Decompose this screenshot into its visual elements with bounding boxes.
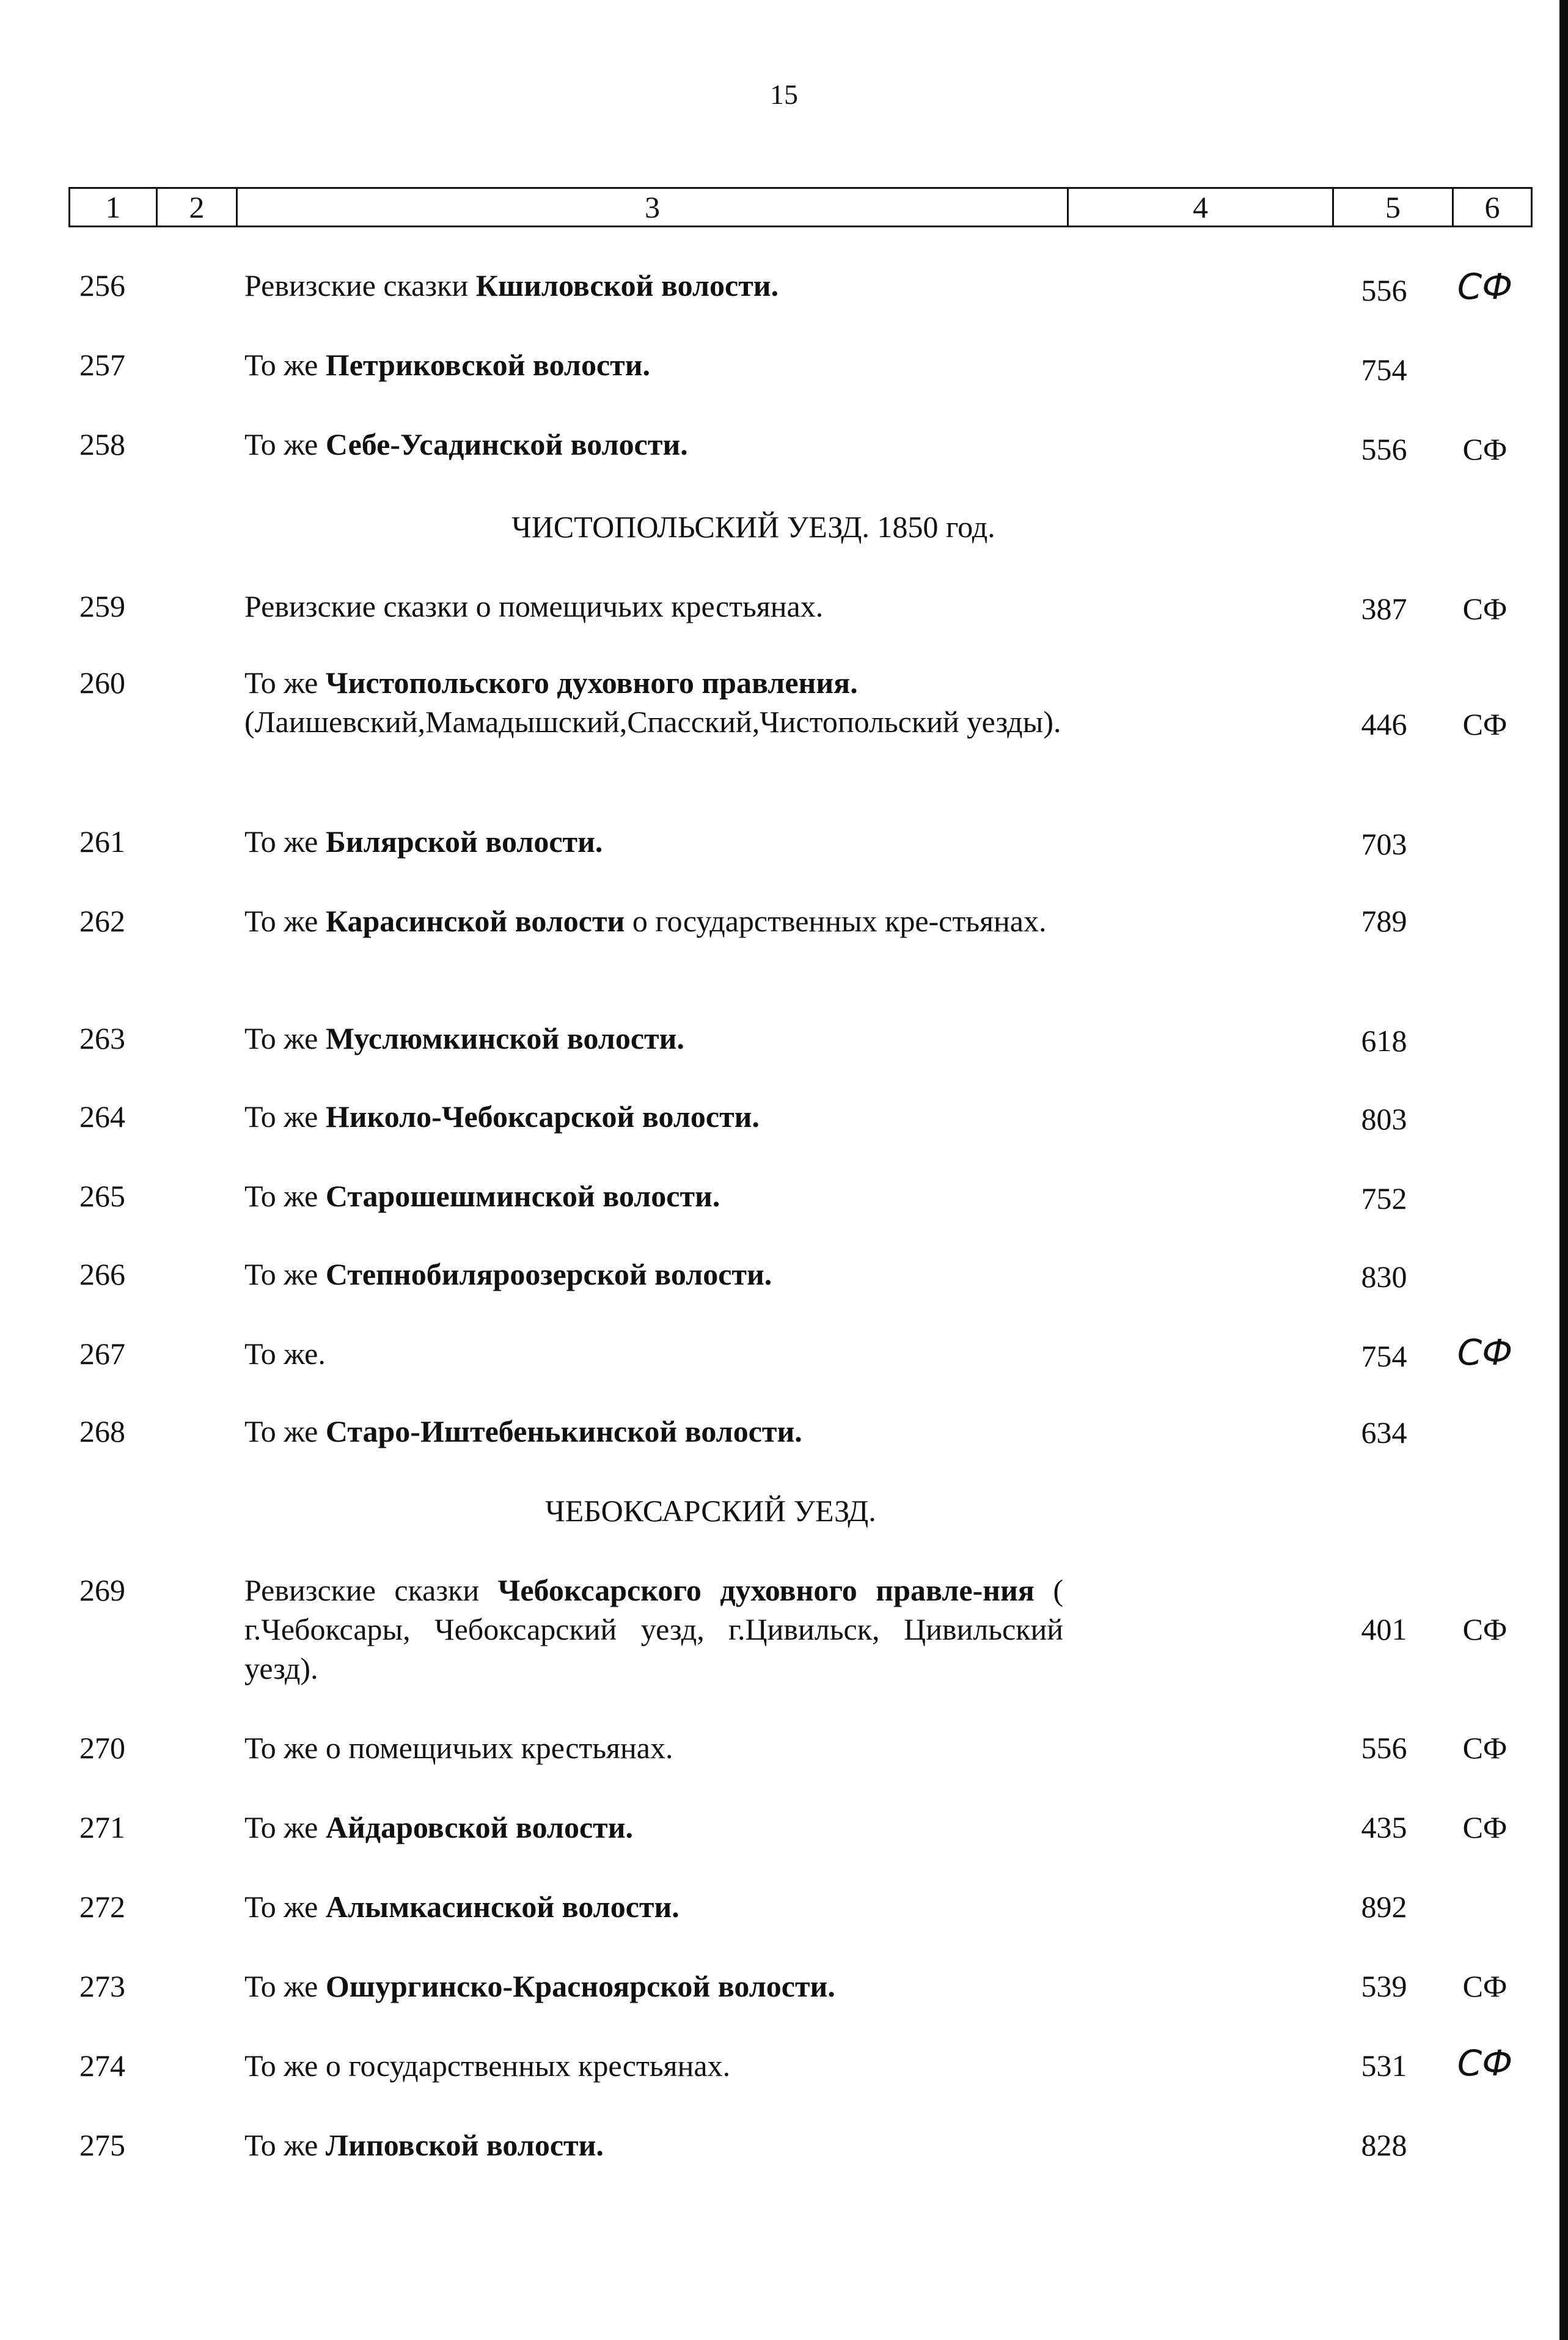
row-number: 272	[79, 1890, 125, 1924]
row-number: 262	[79, 904, 125, 938]
row-count: 435	[1361, 1810, 1407, 1844]
row-title: То же Айдаровской волости.	[244, 1810, 634, 1844]
row-mark: СФ	[1462, 1612, 1508, 1646]
section-heading: ЧЕБОКСАРСКИЙ УЕЗД.	[545, 1494, 876, 1528]
row-number: 270	[79, 1731, 125, 1765]
row-title: То же о государственных крестьянах.	[244, 2048, 731, 2083]
row-title: То же Степнобиляроозерской волости.	[244, 1257, 772, 1291]
row-number: 271	[79, 1810, 125, 1844]
row-count: 531	[1361, 2048, 1407, 2083]
row-count: 789	[1361, 904, 1407, 938]
row-title: То же Муслюмкинской волости.	[244, 1021, 684, 1055]
row-count: 703	[1361, 827, 1407, 861]
row-number: 267	[79, 1337, 125, 1371]
row-number: 273	[79, 1969, 125, 2003]
row-number: 256	[79, 268, 125, 303]
section-heading: ЧИСТОПОЛЬСКИЙ УЕЗД. 1850 год.	[511, 510, 995, 544]
row-count: 539	[1361, 1969, 1407, 2003]
row-number: 265	[79, 1179, 125, 1213]
row-number: 260	[79, 666, 125, 700]
row-number: 266	[79, 1257, 125, 1291]
row-title: То же Ошургинско-Красноярской волости.	[244, 1969, 835, 2003]
column-header-3: 3	[236, 187, 1069, 227]
row-count: 754	[1361, 353, 1407, 387]
row-number: 257	[79, 348, 125, 382]
column-header-2: 2	[156, 187, 238, 227]
row-number: 274	[79, 2048, 125, 2083]
row-mark: СФ	[1462, 432, 1508, 466]
row-count: 556	[1361, 432, 1407, 466]
row-title: То же Петриковской волости.	[244, 348, 651, 382]
row-title: Ревизские сказки о помещичьих крестьянах.	[244, 589, 824, 623]
row-mark: СФ	[1462, 1731, 1508, 1765]
row-count: 634	[1361, 1415, 1407, 1450]
row-count: 892	[1361, 1890, 1407, 1924]
row-number: 268	[79, 1414, 125, 1448]
row-mark: СФ	[1462, 1969, 1508, 2003]
row-count: 754	[1361, 1339, 1407, 1373]
row-title: То же о помещичьих крестьянах.	[244, 1731, 673, 1765]
row-number: 258	[79, 427, 125, 461]
row-title: Ревизские сказки Чебоксарского духовного правле-ния ( г.Чебоксары, Чебоксарский уезд, г.Цивильск, Цивильский уезд).	[244, 1573, 1063, 1685]
row-count: 803	[1361, 1102, 1407, 1136]
row-title: То же Липовской волости.	[244, 2128, 604, 2162]
row-title: То же Алымкасинской волости.	[244, 1890, 680, 1924]
column-header-6: 6	[1452, 187, 1533, 227]
row-count: 828	[1361, 2128, 1407, 2162]
row-title: То же Старошешминской волости.	[244, 1179, 720, 1213]
row-mark: СФ	[1462, 1810, 1508, 1844]
row-number: 263	[79, 1021, 125, 1055]
row-number: 264	[79, 1099, 125, 1134]
row-number: 269	[79, 1573, 125, 1607]
column-header-1: 1	[68, 187, 158, 227]
row-title: То же Себе-Усадинской волости.	[244, 427, 688, 461]
row-count: 830	[1361, 1260, 1407, 1294]
row-number: 261	[79, 824, 125, 859]
column-header-4: 4	[1067, 187, 1334, 227]
row-mark: СФ	[1462, 592, 1508, 626]
row-count: 556	[1361, 1731, 1407, 1765]
page-number: 15	[770, 79, 798, 110]
row-count: 446	[1361, 707, 1407, 741]
handwritten-mark: СФ	[1457, 2042, 1513, 2084]
row-number: 275	[79, 2128, 125, 2162]
handwritten-mark: СФ	[1457, 266, 1513, 307]
row-title: То же Старо-Иштебенькинской волости.	[244, 1414, 802, 1448]
row-count: 556	[1361, 273, 1407, 307]
row-title: То же Николо-Чебоксарской волости.	[244, 1099, 760, 1134]
row-number: 259	[79, 589, 125, 623]
row-count: 618	[1361, 1024, 1407, 1058]
row-count: 752	[1361, 1181, 1407, 1216]
column-header-5: 5	[1332, 187, 1454, 227]
row-title: То же Билярской волости.	[244, 824, 603, 859]
row-count: 401	[1361, 1612, 1407, 1646]
handwritten-mark: СФ	[1457, 1332, 1513, 1373]
row-title: То же Карасинской волости о государственных кре-стьянах.	[244, 904, 1047, 938]
scan-edge-border	[1559, 0, 1568, 2340]
row-title: То же Чистопольского духовного правления. (Лаишевский,Мамадышский,Спасский,Чистопольский уезды).	[244, 666, 1061, 739]
row-title: То же.	[244, 1337, 326, 1371]
row-mark: СФ	[1462, 707, 1508, 741]
row-title: Ревизские сказки Кшиловской волости.	[244, 268, 779, 303]
row-count: 387	[1361, 592, 1407, 626]
